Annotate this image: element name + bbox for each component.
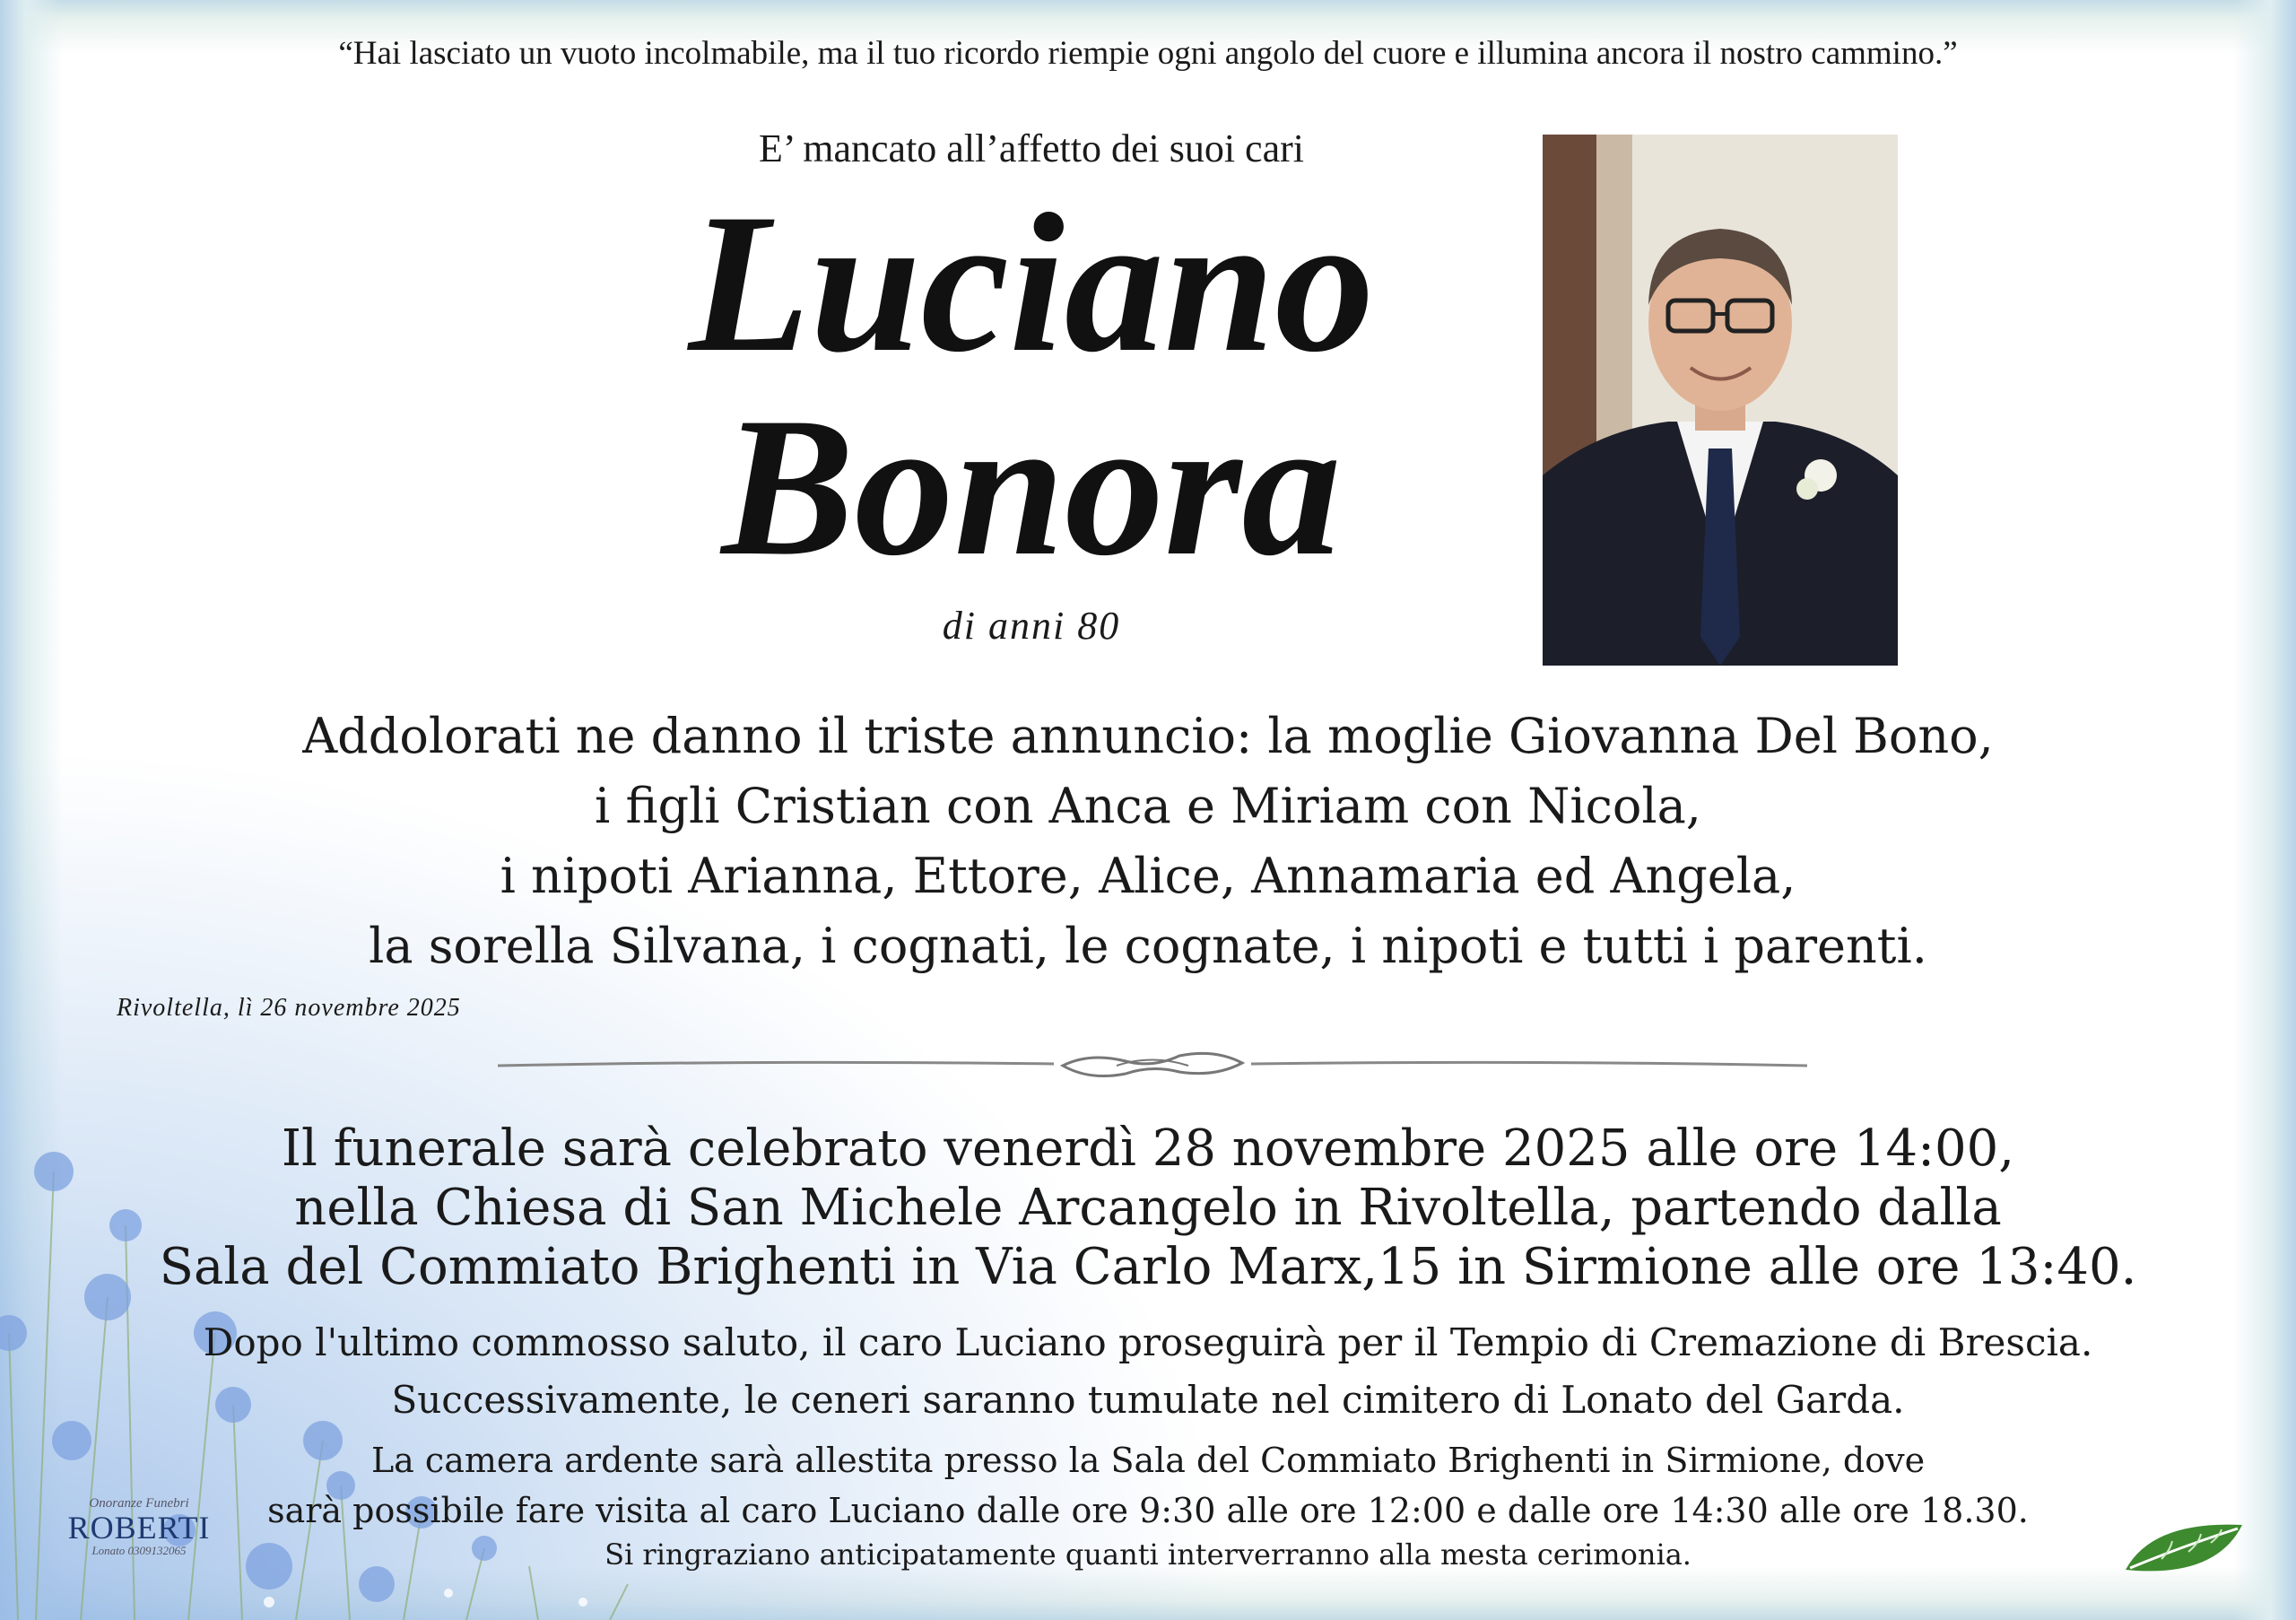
announcement-line: Addolorati ne danno il triste annuncio: la moglie Giovanna Del Bono, xyxy=(302,708,1994,764)
cremation-line: Dopo l'ultimo commosso saluto, il caro Luciano proseguirà per il Tempio di Cremazione di Brescia. xyxy=(203,1320,2093,1364)
age-text: di anni 80 xyxy=(942,604,1121,648)
logo-tagline: Onoranze Funebri xyxy=(89,1496,189,1511)
funeral-home-logo xyxy=(36,1496,242,1595)
funeral-line: nella Chiesa di San Michele Arcangelo in Rivoltella, partendo dalla xyxy=(294,1179,2002,1237)
cremation-line: Successivamente, le ceneri saranno tumulate nel cimitero di Lonato del Garda. xyxy=(391,1378,1905,1422)
leaf-icon xyxy=(2117,1516,2251,1588)
viewing-line: sarà possibile fare visita al caro Luciano dalle ore 9:30 alle ore 12:00 e dalle ore 14:30 alle ore 18.30. xyxy=(267,1491,2029,1530)
announcement-line: i figli Cristian con Anca e Miriam con Nicola, xyxy=(595,778,1701,834)
last-name: Bonora xyxy=(721,377,1342,597)
place-date: Rivoltella, lì 26 novembre 2025 xyxy=(117,994,461,1022)
portrait-photo xyxy=(1543,135,1898,666)
intro-line: E’ mancato all’affetto dei suoi cari xyxy=(759,126,1304,170)
announcement-line: i nipoti Arianna, Ettore, Alice, Annamaria ed Angela, xyxy=(500,848,1796,904)
first-name: Luciano xyxy=(688,173,1375,394)
funeral-details xyxy=(0,1119,2296,1297)
announcement-line: la sorella Silvana, i cognati, le cognate, i nipoti e tutti i parenti. xyxy=(369,918,1927,974)
memorial-quote: “Hai lasciato un vuoto incolmabile, ma il tuo ricordo riempie ogni angolo del cuore e illumina ancora il nostro cammino.” xyxy=(338,35,1958,72)
cremation-details xyxy=(0,1314,2296,1429)
thanks-line: Si ringraziano anticipatamente quanti interverranno alla mesta cerimonia. xyxy=(604,1537,1692,1572)
viewing-details xyxy=(0,1435,2296,1536)
logo-footer: Lonato 0309132065 xyxy=(91,1544,187,1557)
viewing-line: La camera ardente sarà allestita presso la Sala del Commiato Brighenti in Sirmione, dove xyxy=(370,1441,1926,1480)
funeral-line: Il funerale sarà celebrato venerdì 28 novembre 2025 alle ore 14:00, xyxy=(281,1119,2015,1178)
ornamental-divider xyxy=(498,1045,1807,1086)
funeral-line: Sala del Commiato Brighenti in Via Carlo Marx,15 in Sirmione alle ore 13:40. xyxy=(159,1238,2137,1296)
announcement-text xyxy=(0,701,2296,981)
logo-name: ROBERTI xyxy=(67,1510,211,1546)
